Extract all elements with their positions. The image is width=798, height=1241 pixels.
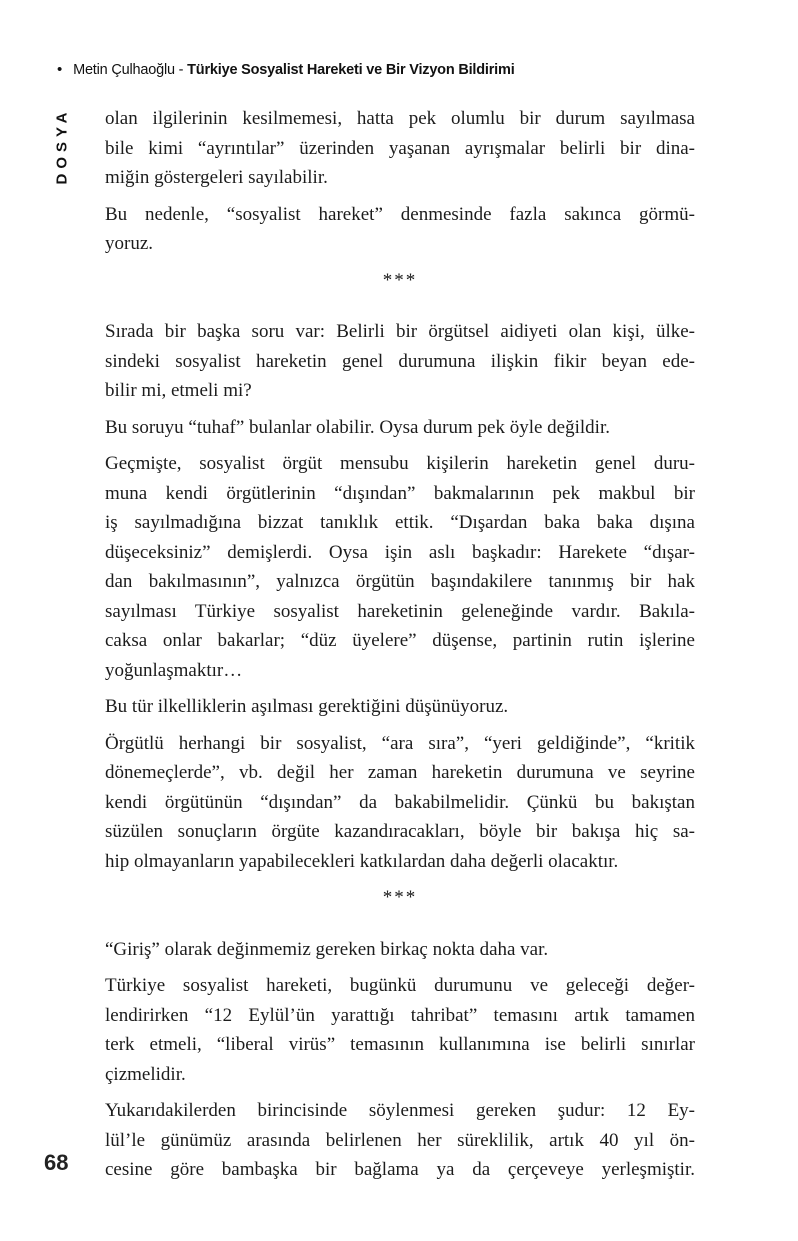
text-line: miğin göstergeleri sayılabilir. bbox=[105, 167, 328, 188]
text-line: sindeki sosyalist hareketin genel durumuna ilişkin fikir beyan ede- bbox=[105, 350, 695, 372]
text-line: Bu nedenle, “sosyalist hareket” denmesinde fazla sakınca görmü- bbox=[105, 203, 695, 225]
text-line: süzülen sonuçların örgüte kazandıracakları, böyle bir bakışa hiç sa- bbox=[105, 821, 695, 842]
page-number: 68 bbox=[44, 1150, 69, 1175]
section-separator: *** bbox=[382, 269, 418, 291]
section-separator: *** bbox=[382, 887, 418, 908]
text-line: Türkiye sosyalist hareketi, bugünkü durumunu ve geleceği değer- bbox=[105, 975, 695, 996]
text-line: bilir mi, etmeli mi? bbox=[105, 380, 252, 401]
text-line: terk etmeli, “liberal virüs” temasının kullanımına ise belirli sınırlar bbox=[105, 1034, 695, 1055]
paragraph bbox=[105, 692, 695, 722]
running-header bbox=[57, 62, 515, 78]
text-line: sayılması Türkiye sosyalist hareketinin geleneğinde vardır. Bakıla- bbox=[105, 600, 695, 622]
text-line: lül’le günümüz arasında belirlenen her süreklilik, artık 40 yıl ön- bbox=[105, 1129, 695, 1151]
bullet-icon: • bbox=[57, 60, 63, 78]
text-line: bile kimi “ayrıntılar” üzerinden yaşanan ayrışmalar belirli bir dina- bbox=[105, 137, 695, 159]
dosya-vertical-label: DOSYA bbox=[53, 107, 71, 185]
body-text bbox=[105, 104, 695, 1192]
text-line: Bu tür ilkelliklerin aşılması gerektiğini düşünüyoruz. bbox=[105, 696, 509, 717]
text-line: kendi örgütünün “dışından” da bakabilmelidir. Çünkü bu bakıştan bbox=[105, 791, 695, 813]
text-line: yoruz. bbox=[105, 233, 154, 254]
header-text bbox=[73, 62, 514, 78]
text-line: yoğunlaşmaktır… bbox=[105, 659, 243, 681]
paragraph bbox=[105, 935, 695, 965]
text-line: dan bakılmasının”, yalnızca örgütün başındakilere tanınmış bir hak bbox=[105, 571, 695, 592]
text-line: Bu soruyu “tuhaf” bulanlar olabilir. Oysa durum pek öyle değildir. bbox=[105, 416, 610, 438]
text-line: düşeceksiniz” demişlerdi. Oysa işin aslı başkadır: Harekete “dışar- bbox=[105, 541, 695, 563]
paragraph bbox=[105, 1096, 695, 1185]
paragraph bbox=[105, 317, 695, 406]
text-line: iş sayılmadığına bizzat tanıklık ettik. “Dışardan baka baka dışına bbox=[105, 512, 695, 533]
text-line: lendirirken “12 Eylül’ün yarattığı tahribat” temasını artık tamamen bbox=[105, 1004, 695, 1026]
header-book-title: Türkiye Sosyalist Hareketi ve Bir Vizyon Bildirimi bbox=[187, 62, 515, 78]
text-line: Geçmişte, sosyalist örgüt mensubu kişilerin hareketin genel duru- bbox=[105, 453, 695, 474]
text-line: “Giriş” olarak değinmemiz gereken birkaç nokta daha var. bbox=[105, 938, 549, 960]
header-author: Metin Çulhaoğlu - bbox=[73, 62, 188, 78]
text-line: cesine göre bambaşka bir bağlama ya da çerçeveye yerleşmiştir. bbox=[105, 1159, 695, 1180]
paragraph bbox=[105, 200, 695, 259]
text-line: Sırada bir başka soru var: Belirli bir örgütsel aidiyeti olan kişi, ülke- bbox=[105, 321, 695, 342]
text-line: Örgütlü herhangi bir sosyalist, “ara sıra”, “yeri geldiğinde”, “kritik bbox=[105, 732, 695, 754]
text-line: Yukarıdakilerden birincisinde söylenmesi gereken şudur: 12 Ey- bbox=[105, 1100, 695, 1121]
paragraph bbox=[105, 413, 695, 443]
text-line: muna kendi örgütlerinin “dışından” bakmalarının pek makbul bir bbox=[105, 482, 695, 504]
paragraph bbox=[105, 971, 695, 1089]
paragraph bbox=[105, 449, 695, 685]
text-line: dönemeçlerde”, vb. değil her zaman hareketin durumuna ve seyrine bbox=[105, 762, 695, 783]
paragraph bbox=[105, 104, 695, 193]
text-line: çizmelidir. bbox=[105, 1063, 186, 1085]
text-line: hip olmayanların yapabilecekleri katkılardan daha değerli olacaktır. bbox=[105, 850, 619, 872]
text-line: caksa onlar bakarlar; “düz üyelere” düşense, partinin rutin işlerine bbox=[105, 630, 695, 651]
text-line: olan ilgilerinin kesilmemesi, hatta pek olumlu bir durum sayılmasa bbox=[105, 108, 695, 129]
paragraph bbox=[105, 729, 695, 877]
